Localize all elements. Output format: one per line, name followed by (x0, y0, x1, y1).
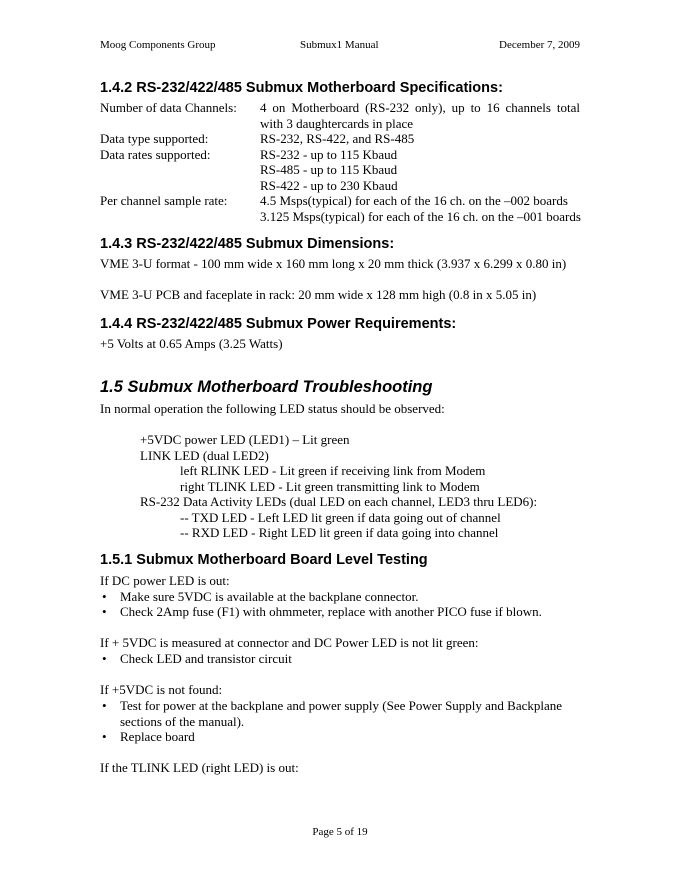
testing-b5: Replace board (120, 729, 195, 744)
led-power-line: +5VDC power LED (LED1) – Lit green (140, 432, 350, 447)
header-center: Submux1 Manual (300, 39, 379, 51)
led-rxd-line: -- RXD LED - Right LED lit green if data going into channel (180, 525, 499, 540)
spec-value-rate-232: RS-232 - up to 115 Kbaud (260, 146, 398, 162)
spec-value-sample-002: 4.5 Msps(typical) for each of the 16 ch. on the –002 boards (260, 193, 568, 208)
testing-b3: Check LED and transistor circuit (120, 651, 292, 666)
troubleshooting-heading: 1.5 Submux Motherboard Troubleshooting (100, 378, 433, 396)
testing-p1: If DC power LED is out: (100, 573, 230, 588)
spec-value-rate-422: RS-422 - up to 230 Kbaud (260, 177, 398, 193)
testing-b4-line1: Test for power at the backplane and power supply (See Power Supply and Backplane (120, 698, 563, 713)
dimensions-heading: 1.4.3 RS-232/422/485 Submux Dimensions: (100, 236, 395, 252)
power-line: +5 Volts at 0.65 Amps (3.25 Watts) (100, 336, 283, 351)
dimensions-line-2: VME 3-U PCB and faceplate in rack: 20 mm wide x 128 mm high (0.8 in x 5.05 in) (100, 287, 537, 302)
power-heading: 1.4.4 RS-232/422/485 Submux Power Requirements: (100, 316, 457, 332)
bullet-icon: • (102, 651, 107, 666)
led-link-line: LINK LED (dual LED2) (140, 447, 269, 463)
troubleshooting-intro: In normal operation the following LED status should be observed: (100, 401, 445, 416)
bullet-icon: • (102, 729, 107, 744)
testing-b2: Check 2Amp fuse (F1) with ohmmeter, replace with another PICO fuse if blown. (120, 604, 542, 619)
spec-label-type: Data type supported: (100, 131, 209, 146)
spec-label-channels: Number of data Channels: (100, 100, 237, 115)
led-txd-line: -- TXD LED - Left LED lit green if data going out of channel (180, 509, 501, 525)
led-tlink-line: right TLINK LED - Lit green transmitting link to Modem (180, 478, 480, 494)
spec-value-type: RS-232, RS-422, and RS-485 (260, 131, 415, 146)
header-right: December 7, 2009 (499, 39, 580, 51)
spec-heading: 1.4.2 RS-232/422/485 Submux Motherboard Specifications: (100, 80, 503, 96)
bullet-icon: • (102, 604, 107, 619)
spec-value-sample-001: 3.125 Msps(typical) for each of the 16 ch. on the –001 boards (260, 208, 581, 224)
page-number: Page 5 of 19 (312, 826, 368, 838)
testing-p4: If the TLINK LED (right LED) is out: (100, 760, 299, 775)
spec-label-sample-rate: Per channel sample rate: (100, 193, 228, 208)
testing-p2: If + 5VDC is measured at connector and DC Power LED is not lit green: (100, 635, 479, 650)
spec-value-channels: 4 on Motherboard (RS-232 only), up to 16 channels total (260, 100, 580, 115)
testing-heading: 1.5.1 Submux Motherboard Board Level Testing (100, 552, 428, 568)
dimensions-line-1: VME 3-U format - 100 mm wide x 160 mm long x 20 mm thick (3.937 x 6.299 x 0.80 in) (100, 256, 567, 271)
spec-label-rates: Data rates supported: (100, 146, 211, 162)
spec-value-channels-cont: with 3 daughtercards in place (260, 115, 414, 131)
bullet-icon: • (102, 588, 107, 604)
testing-b1: Make sure 5VDC is available at the backplane connector. (120, 588, 419, 604)
testing-p3: If +5VDC is not found: (100, 682, 223, 697)
led-activity-line: RS-232 Data Activity LEDs (dual LED on each channel, LED3 thru LED6): (140, 494, 538, 509)
header-left: Moog Components Group (100, 39, 216, 51)
spec-value-rate-485: RS-485 - up to 115 Kbaud (260, 162, 398, 177)
testing-b4-line2: sections of the manual). (120, 713, 245, 729)
bullet-icon: • (102, 698, 107, 713)
led-rlink-line: left RLINK LED - Lit green if receiving link from Modem (180, 463, 486, 478)
